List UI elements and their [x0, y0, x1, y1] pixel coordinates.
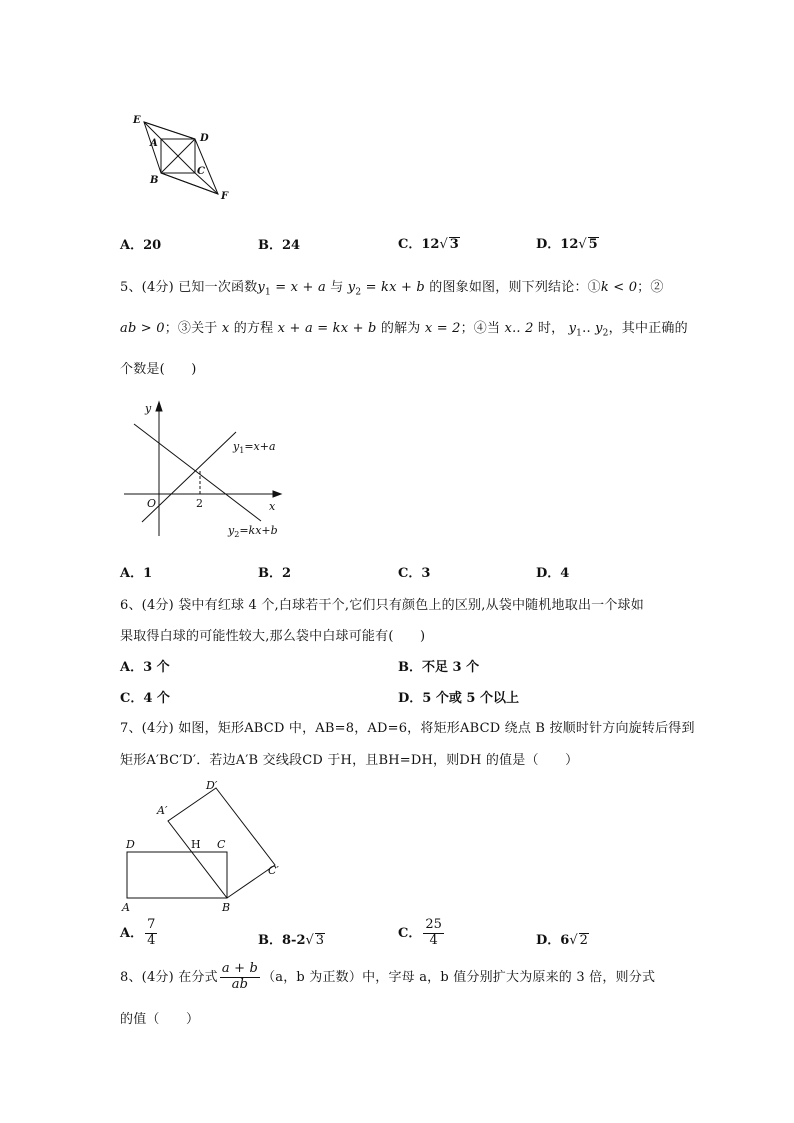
- q4-option-d[interactable]: D．12√ 5: [536, 237, 598, 252]
- segment-bf: [161, 173, 218, 194]
- label-d: D: [200, 133, 209, 144]
- x-axis-label: x: [269, 500, 276, 513]
- segment-ed: [144, 122, 195, 139]
- q4-option-c[interactable]: C．12√ 3: [398, 237, 459, 252]
- label-a-prime: A′: [157, 804, 168, 817]
- label-h: H: [191, 838, 201, 851]
- q5-option-d[interactable]: D．4: [536, 566, 570, 581]
- q5-option-b[interactable]: B．2: [258, 566, 292, 581]
- q8-line-1: 8、(4分) 在分式 $\frac{a + b}{ab}$ （a，b 为正数）中，字母 a，b 值分别扩大为原来的 3 倍，则分式: [120, 961, 656, 992]
- figure-rotated-rectangle: [118, 776, 298, 916]
- label-c: C: [197, 166, 205, 177]
- q7-option-a[interactable]: A． $\frac{7}{4}$: [120, 917, 156, 948]
- label-d-prime: D′: [206, 779, 218, 792]
- q6-option-c[interactable]: C．4 个: [120, 691, 170, 706]
- q7-option-c[interactable]: C． $\frac{25}{4}$: [398, 917, 442, 948]
- line-y1: [142, 432, 236, 522]
- y-axis-label: y: [145, 402, 152, 415]
- figure-rhombus-square: [128, 108, 238, 204]
- q6-line-1: 6、(4分) 袋中有红球 4 个,白球若干个,它们只有颜色上的区别,从袋中随机地取出一个球如: [120, 598, 644, 613]
- q7-option-b[interactable]: B．8-2√ 3: [258, 933, 325, 948]
- label-b: B: [150, 175, 159, 186]
- rectangle-abcd: [127, 852, 227, 898]
- q6-option-b[interactable]: B．不足 3 个: [398, 660, 480, 675]
- q5-line-3: 个数是( ): [120, 362, 197, 377]
- label-d: D: [126, 838, 135, 851]
- q6-option-a[interactable]: A．3 个: [120, 660, 170, 675]
- q5-option-a[interactable]: A．1: [120, 566, 153, 581]
- label-b: B: [222, 901, 231, 914]
- label-c-prime: C′: [268, 864, 279, 877]
- line-y2-label: $y_2=kx+b$: [228, 524, 278, 539]
- origin-label: O: [147, 497, 157, 510]
- label-e: E: [133, 115, 141, 126]
- q7-option-d[interactable]: D．6√ 2: [536, 933, 588, 948]
- x-axis-arrow: [273, 491, 281, 497]
- q6-option-d[interactable]: D．5 个或 5 个以上: [398, 691, 519, 706]
- q5-line-1: 5、(4分) 已知一次函数$y_1 = x + a$ 与 $y_2$ = kx + b 的图象如图，则下列结论：①k < 0；②: [120, 280, 664, 298]
- q4-option-b[interactable]: B．24: [258, 238, 301, 253]
- figure-linear-functions: [118, 396, 293, 546]
- q6-line-2: 果取得白球的可能性较大,那么袋中白球可能有( ): [120, 629, 426, 644]
- q7-line-2: 矩形A′BC′D′．若边A′B 交线段CD 于H，且BH=DH，则DH 的值是（ ）: [120, 753, 579, 768]
- q5-line-2: ab > 0；③关于 x 的方程 x + a = kx + b 的解为 x = 2；④当 x.. 2 时， $y_1$.. $y_2$，其中正确的: [120, 321, 688, 339]
- q8-line-2: 的值（ ）: [120, 1012, 200, 1027]
- y-axis-arrow: [156, 402, 162, 411]
- q5-option-c[interactable]: C．3: [398, 566, 431, 581]
- label-a: A: [150, 138, 158, 149]
- line-y1-label: $y_1=x+a$: [233, 440, 276, 455]
- q7-line-1: 7、(4分) 如图，矩形ABCD 中，AB=8，AD=6，将矩形ABCD 绕点 B 按顺时针方向旋转后得到: [120, 721, 695, 736]
- label-f: F: [221, 191, 229, 202]
- label-a: A: [122, 901, 130, 914]
- label-c: C: [217, 838, 226, 851]
- tick-2: 2: [196, 497, 203, 510]
- q4-option-a[interactable]: A．20: [120, 238, 162, 253]
